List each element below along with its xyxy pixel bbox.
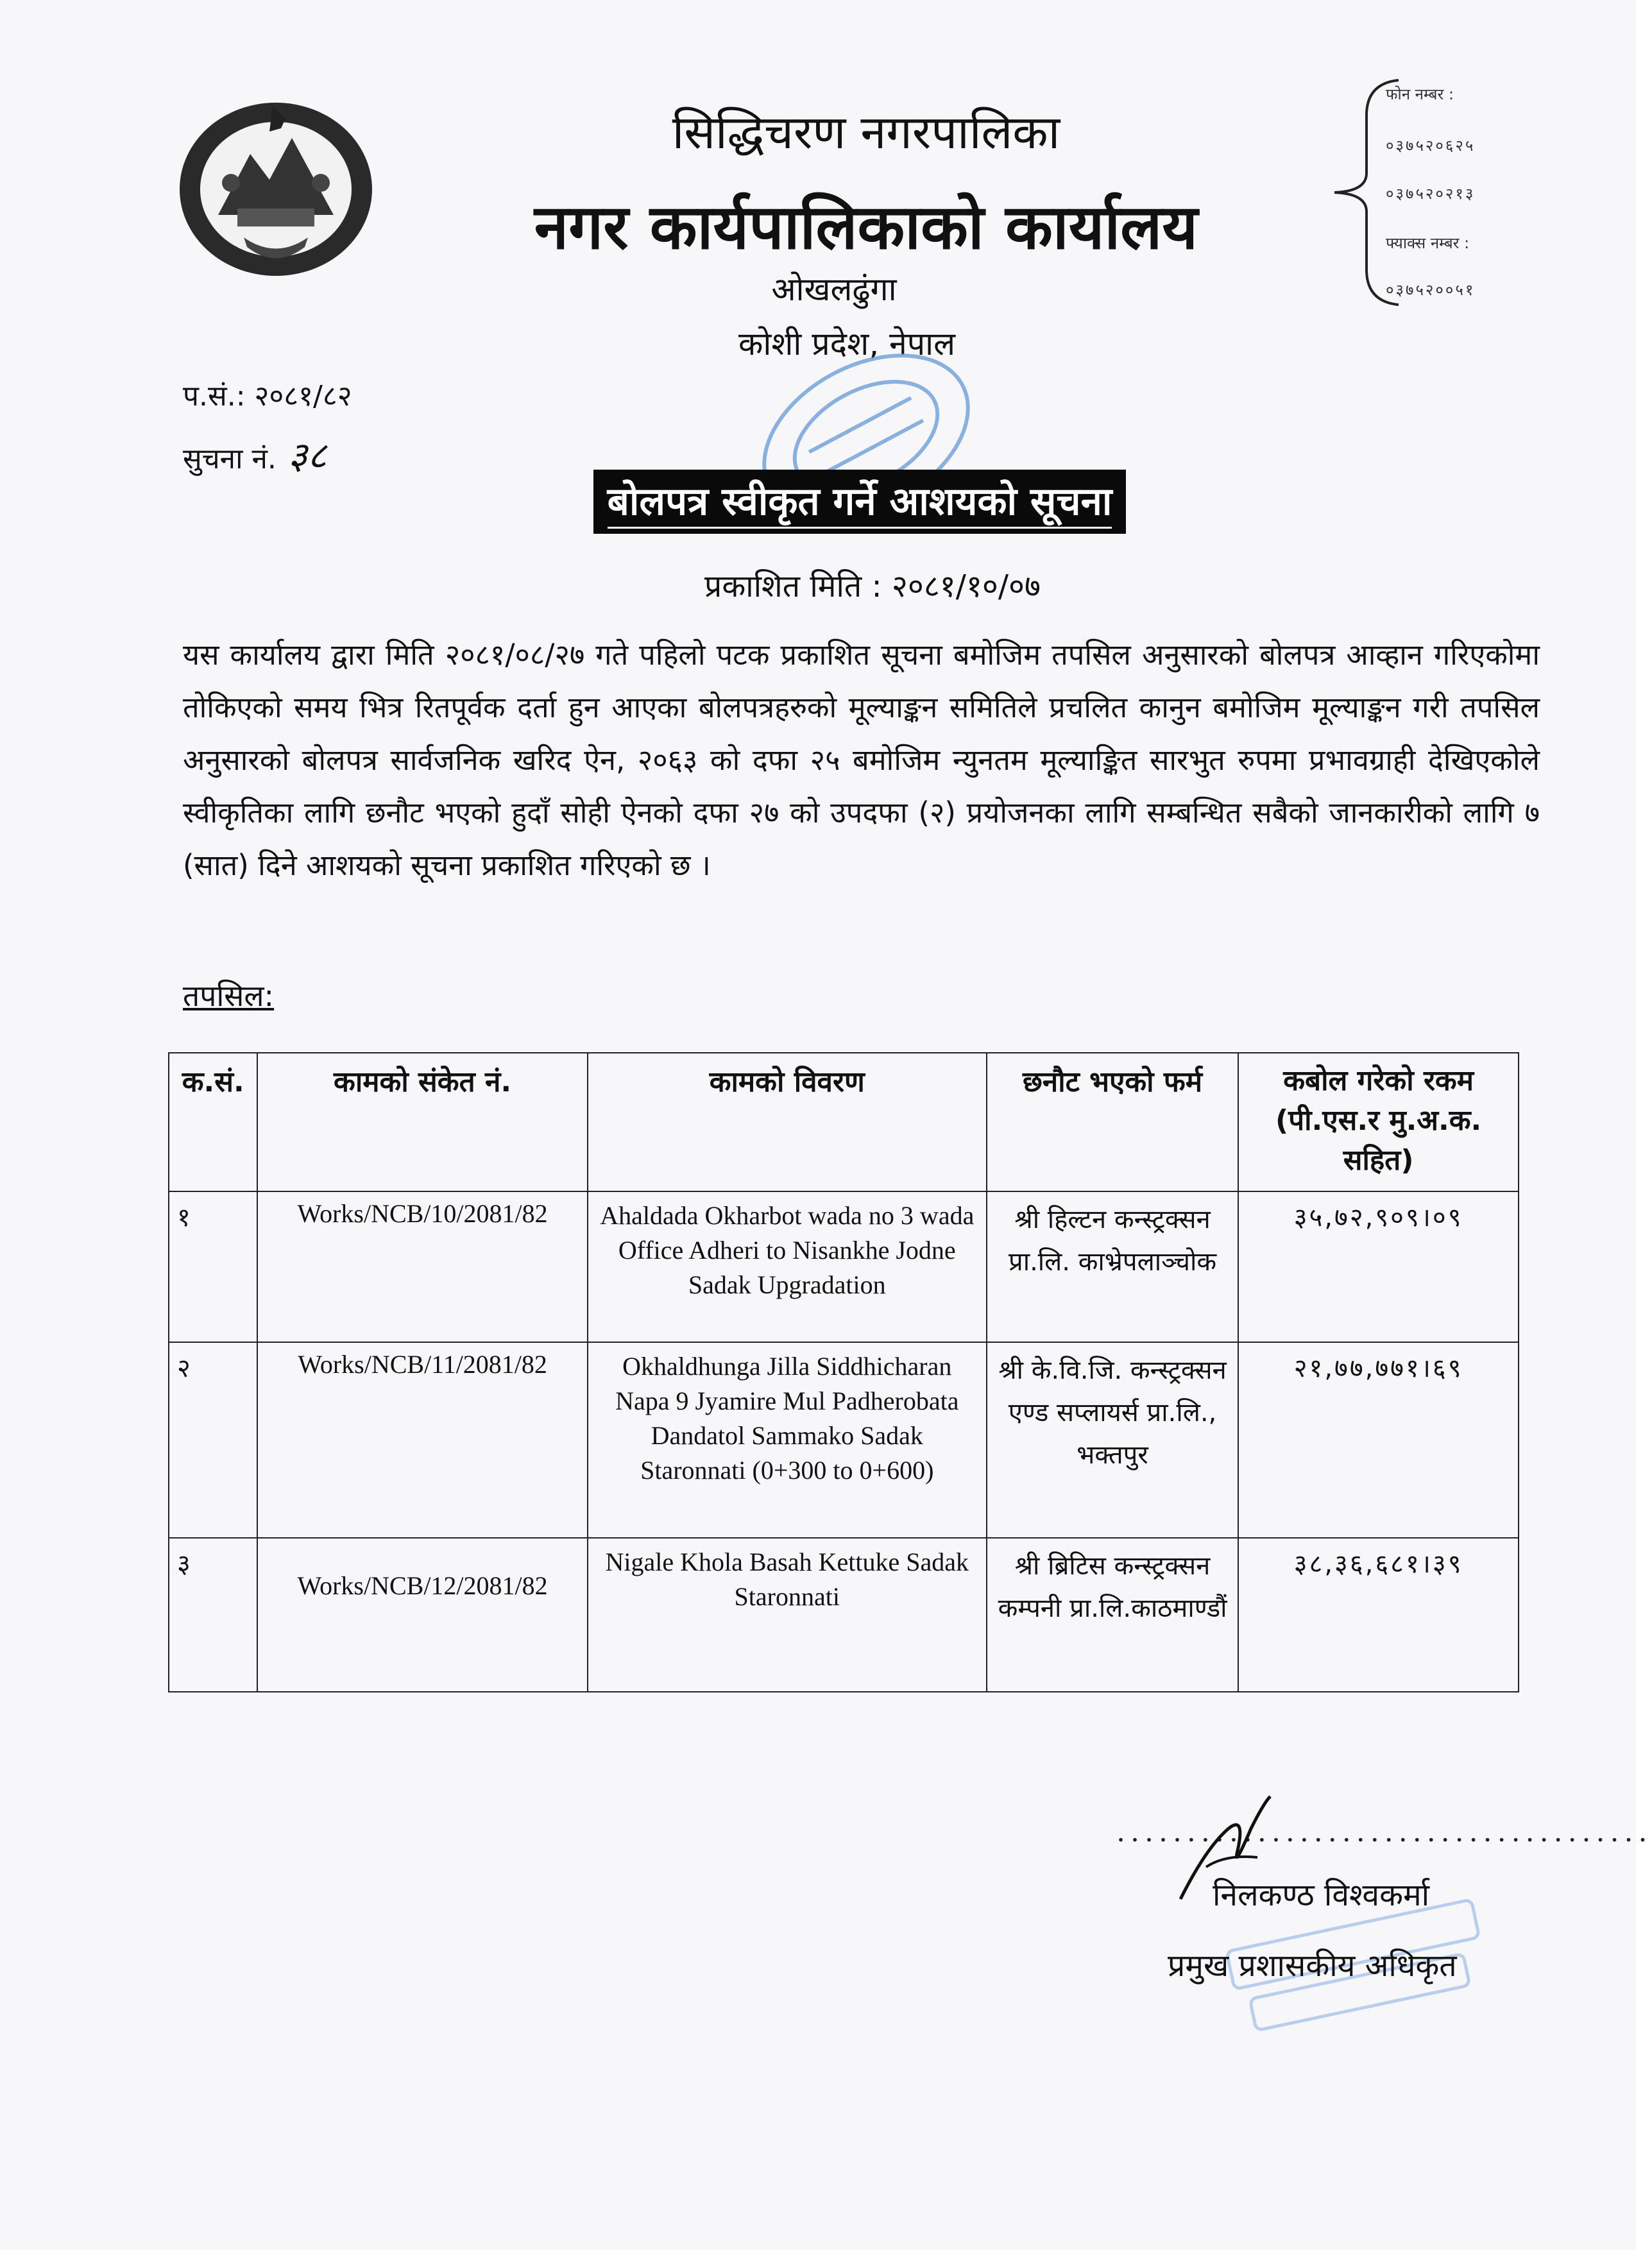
province-name: कोशी प्रदेश, नेपाल (738, 325, 955, 362)
row-firm: श्री के.वि.जि. कन्स्ट्रक्सन एण्ड सप्लायर्स प्रा.लि., भक्तपुर (987, 1342, 1238, 1538)
header-amount: कबोल गरेको रकम (पी.एस.र मु.अ.क. सहित) (1238, 1053, 1519, 1191)
notice-number-label: सुचना नं. (183, 443, 277, 475)
row-firm: श्री ब्रिटिस कन्स्ट्रक्सन कम्पनी प्रा.लि.काठमाण्डौं (987, 1538, 1238, 1692)
signatory-designation: प्रमुख प्रशासकीय अधिकृत (1168, 1948, 1457, 1984)
signatory-name: निलकण्ठ विश्वकर्मा (1213, 1877, 1430, 1913)
phone-number-2: ०३७५२०२१३ (1386, 185, 1476, 203)
row-sn: १ (169, 1191, 257, 1342)
notice-title-text: बोलपत्र स्वीकृत गर्ने आशयको सूचना (608, 479, 1112, 529)
notice-number-row (183, 429, 327, 479)
row-amount: ३५,७२,९०९।०९ (1238, 1191, 1519, 1342)
header-description: कामको विवरण (588, 1053, 987, 1191)
details-label: तपसिल: (183, 978, 275, 1013)
notice-title (593, 470, 1126, 534)
header-code: कामको संकेत नं. (257, 1053, 587, 1191)
header-firm: छनौट भएको फर्म (987, 1053, 1238, 1191)
office-name: नगर कार्यपालिकाको कार्यालय (534, 191, 1198, 263)
notice-number: ३८ (287, 434, 327, 477)
phone-number-1: ०३७५२०६२५ (1386, 137, 1476, 155)
header-sn: क.सं. (169, 1053, 257, 1191)
row-description: Nigale Khola Basah Kettuke Sadak Staronnati (588, 1538, 987, 1692)
nepal-emblem-icon (173, 93, 379, 286)
row-sn: २ (169, 1342, 257, 1538)
district-name: ओखलढुंगा (771, 271, 897, 308)
row-code: Works/NCB/10/2081/82 (257, 1191, 587, 1342)
fax-number: ०३७५२००५१ (1386, 281, 1476, 299)
row-code: Works/NCB/12/2081/82 (257, 1538, 587, 1692)
row-amount: ३८,३६,६८१।३९ (1238, 1538, 1519, 1692)
row-firm: श्री हिल्टन कन्स्ट्रक्सन प्रा.लि. काभ्रेपलाञ्चोक (987, 1191, 1238, 1342)
row-sn: ३ (169, 1538, 257, 1692)
phone-label: फोन नम्बर : (1386, 85, 1454, 103)
table-row (169, 1191, 1519, 1342)
table-row (169, 1342, 1519, 1538)
bid-table (168, 1052, 1519, 1692)
letter-reference: प.सं.: २०८१/८२ (183, 380, 352, 413)
published-date: प्रकाशित मिति : २०८१/१०/०७ (704, 568, 1041, 604)
table-row (169, 1538, 1519, 1692)
table-header-row (169, 1053, 1519, 1191)
row-amount: २१,७७,७७१।६९ (1238, 1342, 1519, 1538)
fax-label: फ्याक्स नम्बर : (1386, 234, 1470, 252)
notice-body: यस कार्यालय द्वारा मिति २०८१/०८/२७ गते पहिलो पटक प्रकाशित सूचना बमोजिम तपसिल अनुसारको बोलपत्र आव्हान गरिएकोमा तोकिएको समय भित्र रितपूर्वक दर्ता हुन आएका बोलपत्रहरुको मूल्याङ्कन समितिले प्रचलित कानुन बमोजिम मूल्याङ्कन गरी तपसिल अनुसारको बोलपत्र सार्वजनिक खरिद ऐन, २०६३ को दफा २५ बमोजिम न्युनतम मूल्याङ्कित सारभुत रुपमा प्रभावग्राही देखिएकोले स्वीकृतिका लागि छनौट भएको हुदाँ सोही ऐनको दफा २७ को उपदफा (२) प्रयोजनका लागि सम्बन्धित सबैको जानकारीको लागि ७ (सात) दिने आशयको सूचना प्रकाशित गरिएको छ । (183, 638, 1540, 882)
row-description: Okhaldhunga Jilla Siddhicharan Napa 9 Jyamire Mul Padherobata Dandatol Sammako Sadak Staronnati (0+300 to 0+600) (588, 1342, 987, 1538)
row-description: Ahaldada Okharbot wada no 3 wada Office Adheri to Nisankhe Jodne Sadak Upgradation (588, 1191, 987, 1342)
municipality-name: सिद्धिचरण नगरपालिका (672, 105, 1060, 159)
signature-line: ...................................... (1116, 1816, 1652, 1848)
row-code: Works/NCB/11/2081/82 (257, 1342, 587, 1538)
